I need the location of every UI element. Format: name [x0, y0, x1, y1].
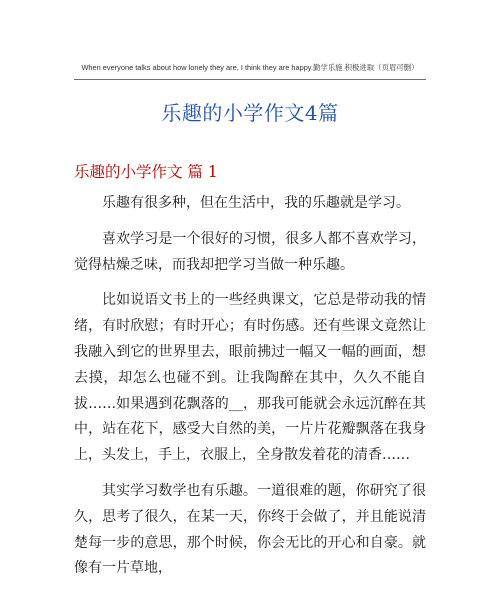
page-header-text: When everyone talks about how lonely they are, I think they are happy.勤学乐施 积极进取（页眉可删） — [81, 63, 419, 72]
paragraph: 比如说语文书上的一些经典课文，它总是带动我的情绪，有时欣慰；有时开心；有时伤感。还有些课文竟然让我融入到它的世界里去，眼前拂过一幅又一幅的画面，想去摸，却怎么也碰不到。让我陶醉在其中，久久不能自拔……如果遇到花飘落的__，那我可能就会永远沉醉在其中，站在花下，感受大自然的美，一片片花瓣飘落在我身上，头发上，手上，衣服上，全身散发着花的清香…… — [74, 292, 426, 464]
paragraph: 乐趣有很多种，但在生活中，我的乐趣就是学习。 — [102, 195, 410, 211]
section-title: 乐趣的小学作文 篇 1 — [74, 163, 218, 181]
paragraph: 其实学习数学也有乐趣。一道很难的题，你研究了很久，思考了很久，在某一天，你终于会做了，并且能说清楚每一步的意思，那个时候，你会无比的开心和自豪。就像有一片草地， — [74, 482, 426, 577]
document-title: 乐趣的小学作文4篇 — [161, 101, 339, 125]
header-divider — [74, 79, 426, 80]
paragraph: 喜欢学习是一个很好的习惯，很多人都不喜欢学习，觉得枯燥乏味，而我却把学习当做一种乐趣。 — [74, 230, 426, 273]
article-body — [74, 191, 426, 592]
